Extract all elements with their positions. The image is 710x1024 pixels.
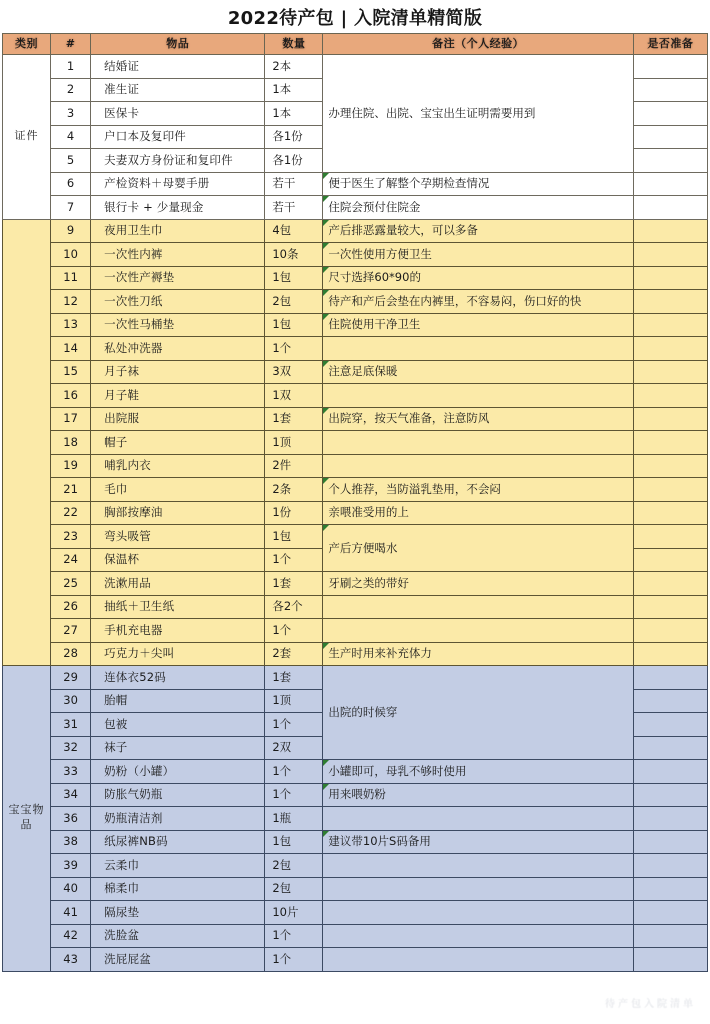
- quantity-cell: 1个: [265, 783, 323, 807]
- table-row: [3, 478, 708, 502]
- remark-cell: [323, 337, 633, 361]
- quantity-cell: 1套: [265, 572, 323, 596]
- item-name-cell: 洗漱用品: [91, 572, 265, 596]
- column-header-prepared: 是否准备: [633, 34, 707, 55]
- prepared-checkbox-cell[interactable]: [633, 172, 707, 196]
- quantity-cell: 1个: [265, 337, 323, 361]
- table-row: [3, 501, 708, 525]
- remark-cell: 住院使用干净卫生: [323, 313, 633, 337]
- row-number-cell: 40: [51, 877, 91, 901]
- item-name-cell: 医保卡: [91, 102, 265, 126]
- remark-cell: [323, 924, 633, 948]
- quantity-cell: 1个: [265, 619, 323, 643]
- quantity-cell: 1个: [265, 548, 323, 572]
- prepared-checkbox-cell[interactable]: [633, 290, 707, 314]
- item-name-cell: 私处冲洗器: [91, 337, 265, 361]
- category-cell-mom: [3, 219, 51, 666]
- row-number-cell: 27: [51, 619, 91, 643]
- prepared-checkbox-cell[interactable]: [633, 595, 707, 619]
- table-row: [3, 948, 708, 972]
- quantity-cell: 2包: [265, 877, 323, 901]
- item-name-cell: 包被: [91, 713, 265, 737]
- row-number-cell: 12: [51, 290, 91, 314]
- item-name-cell: 奶瓶清洁剂: [91, 807, 265, 831]
- row-number-cell: 28: [51, 642, 91, 666]
- row-number-cell: 43: [51, 948, 91, 972]
- prepared-checkbox-cell[interactable]: [633, 501, 707, 525]
- quantity-cell: 2本: [265, 55, 323, 79]
- remark-cell: [323, 431, 633, 455]
- quantity-cell: 若干: [265, 172, 323, 196]
- row-number-cell: 16: [51, 384, 91, 408]
- row-number-cell: 18: [51, 431, 91, 455]
- table-row: [3, 595, 708, 619]
- row-number-cell: 10: [51, 243, 91, 267]
- row-number-cell: 14: [51, 337, 91, 361]
- prepared-checkbox-cell[interactable]: [633, 548, 707, 572]
- quantity-cell: 各1份: [265, 149, 323, 173]
- item-name-cell: 云柔巾: [91, 854, 265, 878]
- prepared-checkbox-cell[interactable]: [633, 807, 707, 831]
- quantity-cell: 1个: [265, 713, 323, 737]
- row-number-cell: 13: [51, 313, 91, 337]
- item-name-cell: 连体衣52码: [91, 666, 265, 690]
- table-row: [3, 360, 708, 384]
- header-row: [3, 34, 708, 55]
- item-name-cell: 一次性马桶垫: [91, 313, 265, 337]
- quantity-cell: 1包: [265, 266, 323, 290]
- remark-cell: 注意足底保暖: [323, 360, 633, 384]
- quantity-cell: 1顶: [265, 431, 323, 455]
- prepared-checkbox-cell[interactable]: [633, 830, 707, 854]
- remark-cell: 生产时用来补充体力: [323, 642, 633, 666]
- row-number-cell: 17: [51, 407, 91, 431]
- quantity-cell: 1本: [265, 78, 323, 102]
- remark-cell: [323, 948, 633, 972]
- checklist-table: [2, 33, 708, 972]
- table-row: [3, 219, 708, 243]
- item-name-cell: 防胀气奶瓶: [91, 783, 265, 807]
- row-number-cell: 33: [51, 760, 91, 784]
- item-name-cell: 夜用卫生巾: [91, 219, 265, 243]
- item-name-cell: 袜子: [91, 736, 265, 760]
- row-number-cell: 1: [51, 55, 91, 79]
- item-name-cell: 洗屁屁盆: [91, 948, 265, 972]
- row-number-cell: 25: [51, 572, 91, 596]
- item-name-cell: 隔尿垫: [91, 901, 265, 925]
- quantity-cell: 1包: [265, 525, 323, 549]
- prepared-checkbox-cell[interactable]: [633, 102, 707, 126]
- remark-cell: 一次性使用方便卫生: [323, 243, 633, 267]
- prepared-checkbox-cell[interactable]: [633, 783, 707, 807]
- prepared-checkbox-cell[interactable]: [633, 384, 707, 408]
- quantity-cell: 2条: [265, 478, 323, 502]
- item-name-cell: 一次性内裤: [91, 243, 265, 267]
- row-number-cell: 26: [51, 595, 91, 619]
- page-title: 2022待产包 | 入院清单精简版: [0, 0, 710, 33]
- remark-cell: [323, 619, 633, 643]
- table-row: [3, 666, 708, 690]
- table-row: [3, 642, 708, 666]
- quantity-cell: 1瓶: [265, 807, 323, 831]
- prepared-checkbox-cell[interactable]: [633, 431, 707, 455]
- column-header-remark: 备注（个人经验）: [323, 34, 633, 55]
- item-name-cell: 结婚证: [91, 55, 265, 79]
- table-row: [3, 407, 708, 431]
- prepared-checkbox-cell[interactable]: [633, 478, 707, 502]
- column-header-qty: 数量: [265, 34, 323, 55]
- table-row: [3, 877, 708, 901]
- remark-cell: [323, 384, 633, 408]
- remark-cell: [323, 595, 633, 619]
- item-name-cell: 胎帽: [91, 689, 265, 713]
- table-row: [3, 924, 708, 948]
- item-name-cell: 弯头吸管: [91, 525, 265, 549]
- row-number-cell: 23: [51, 525, 91, 549]
- item-name-cell: 产检资料＋母婴手册: [91, 172, 265, 196]
- item-name-cell: 帽子: [91, 431, 265, 455]
- remark-cell: 办理住院、出院、宝宝出生证明需要用到: [323, 55, 633, 173]
- item-name-cell: 抽纸＋卫生纸: [91, 595, 265, 619]
- quantity-cell: 3双: [265, 360, 323, 384]
- item-name-cell: 月子袜: [91, 360, 265, 384]
- prepared-checkbox-cell[interactable]: [633, 572, 707, 596]
- table-row: [3, 384, 708, 408]
- quantity-cell: 1套: [265, 407, 323, 431]
- prepared-checkbox-cell[interactable]: [633, 337, 707, 361]
- prepared-checkbox-cell[interactable]: [633, 196, 707, 220]
- remark-cell: [323, 807, 633, 831]
- prepared-checkbox-cell[interactable]: [633, 854, 707, 878]
- prepared-checkbox-cell[interactable]: [633, 901, 707, 925]
- table-row: [3, 290, 708, 314]
- watermark: 待产包入院清单: [605, 999, 696, 1010]
- row-number-cell: 22: [51, 501, 91, 525]
- item-name-cell: 奶粉（小罐）: [91, 760, 265, 784]
- remark-cell: 建议带10片S码备用: [323, 830, 633, 854]
- quantity-cell: 1本: [265, 102, 323, 126]
- quantity-cell: 2双: [265, 736, 323, 760]
- prepared-checkbox-cell[interactable]: [633, 407, 707, 431]
- prepared-checkbox-cell[interactable]: [633, 125, 707, 149]
- prepared-checkbox-cell[interactable]: [633, 525, 707, 549]
- category-cell-baby: 宝宝物品: [3, 666, 51, 972]
- prepared-checkbox-cell[interactable]: [633, 736, 707, 760]
- item-name-cell: 巧克力＋尖叫: [91, 642, 265, 666]
- row-number-cell: 34: [51, 783, 91, 807]
- row-number-cell: 42: [51, 924, 91, 948]
- row-number-cell: 15: [51, 360, 91, 384]
- item-name-cell: 手机充电器: [91, 619, 265, 643]
- table-row: [3, 243, 708, 267]
- row-number-cell: 2: [51, 78, 91, 102]
- quantity-cell: 1个: [265, 760, 323, 784]
- quantity-cell: 1个: [265, 948, 323, 972]
- remark-cell: 出院的时候穿: [323, 666, 633, 760]
- prepared-checkbox-cell[interactable]: [633, 713, 707, 737]
- row-number-cell: 11: [51, 266, 91, 290]
- item-name-cell: 银行卡 + 少量现金: [91, 196, 265, 220]
- item-name-cell: 准生证: [91, 78, 265, 102]
- table-row: [3, 525, 708, 549]
- table-row: [3, 454, 708, 478]
- quantity-cell: 1个: [265, 924, 323, 948]
- row-number-cell: 19: [51, 454, 91, 478]
- table-row: [3, 337, 708, 361]
- table-row: [3, 619, 708, 643]
- row-number-cell: 7: [51, 196, 91, 220]
- quantity-cell: 2件: [265, 454, 323, 478]
- table-row: [3, 431, 708, 455]
- remark-cell: [323, 901, 633, 925]
- table-row: [3, 830, 708, 854]
- row-number-cell: 29: [51, 666, 91, 690]
- row-number-cell: 30: [51, 689, 91, 713]
- category-cell-docs: 证件: [3, 55, 51, 220]
- remark-cell: 牙刷之类的带好: [323, 572, 633, 596]
- remark-cell: [323, 854, 633, 878]
- table-header: [3, 34, 708, 55]
- row-number-cell: 9: [51, 219, 91, 243]
- item-name-cell: 一次性刀纸: [91, 290, 265, 314]
- item-name-cell: 哺乳内衣: [91, 454, 265, 478]
- row-number-cell: 6: [51, 172, 91, 196]
- prepared-checkbox-cell[interactable]: [633, 666, 707, 690]
- table-row: [3, 807, 708, 831]
- prepared-checkbox-cell[interactable]: [633, 266, 707, 290]
- item-name-cell: 一次性产褥垫: [91, 266, 265, 290]
- row-number-cell: 24: [51, 548, 91, 572]
- remark-cell: 尺寸选择60*90的: [323, 266, 633, 290]
- item-name-cell: 夫妻双方身份证和复印件: [91, 149, 265, 173]
- column-header-category: 类别: [3, 34, 51, 55]
- remark-cell: [323, 877, 633, 901]
- quantity-cell: 4包: [265, 219, 323, 243]
- prepared-checkbox-cell[interactable]: [633, 642, 707, 666]
- prepared-checkbox-cell[interactable]: [633, 924, 707, 948]
- prepared-checkbox-cell[interactable]: [633, 454, 707, 478]
- prepared-checkbox-cell[interactable]: [633, 313, 707, 337]
- row-number-cell: 3: [51, 102, 91, 126]
- prepared-checkbox-cell[interactable]: [633, 243, 707, 267]
- table-row: [3, 854, 708, 878]
- quantity-cell: 10片: [265, 901, 323, 925]
- item-name-cell: 月子鞋: [91, 384, 265, 408]
- prepared-checkbox-cell[interactable]: [633, 948, 707, 972]
- row-number-cell: 4: [51, 125, 91, 149]
- item-name-cell: 户口本及复印件: [91, 125, 265, 149]
- remark-cell: [323, 454, 633, 478]
- table-row: [3, 313, 708, 337]
- table-row: [3, 266, 708, 290]
- quantity-cell: 10条: [265, 243, 323, 267]
- item-name-cell: 纸尿裤NB码: [91, 830, 265, 854]
- table-row: [3, 55, 708, 79]
- row-number-cell: 36: [51, 807, 91, 831]
- quantity-cell: 1双: [265, 384, 323, 408]
- remark-cell: 出院穿，按天气准备，注意防风: [323, 407, 633, 431]
- remark-cell: 便于医生了解整个孕期检查情况: [323, 172, 633, 196]
- column-header-item: 物品: [91, 34, 265, 55]
- row-number-cell: 5: [51, 149, 91, 173]
- prepared-checkbox-cell[interactable]: [633, 877, 707, 901]
- table-row: [3, 196, 708, 220]
- quantity-cell: 1包: [265, 830, 323, 854]
- quantity-cell: 若干: [265, 196, 323, 220]
- prepared-checkbox-cell[interactable]: [633, 219, 707, 243]
- prepared-checkbox-cell[interactable]: [633, 619, 707, 643]
- row-number-cell: 39: [51, 854, 91, 878]
- quantity-cell: 各2个: [265, 595, 323, 619]
- row-number-cell: 41: [51, 901, 91, 925]
- item-name-cell: 出院服: [91, 407, 265, 431]
- remark-cell: 小罐即可，母乳不够时使用: [323, 760, 633, 784]
- prepared-checkbox-cell[interactable]: [633, 78, 707, 102]
- quantity-cell: 2套: [265, 642, 323, 666]
- quantity-cell: 1份: [265, 501, 323, 525]
- row-number-cell: 32: [51, 736, 91, 760]
- remark-cell: 用来喂奶粉: [323, 783, 633, 807]
- item-name-cell: 棉柔巾: [91, 877, 265, 901]
- table-row: [3, 572, 708, 596]
- remark-cell: 个人推荐，当防溢乳垫用，不会闷: [323, 478, 633, 502]
- column-header-no: #: [51, 34, 91, 55]
- row-number-cell: 38: [51, 830, 91, 854]
- row-number-cell: 21: [51, 478, 91, 502]
- prepared-checkbox-cell[interactable]: [633, 360, 707, 384]
- prepared-checkbox-cell[interactable]: [633, 149, 707, 173]
- item-name-cell: 毛巾: [91, 478, 265, 502]
- quantity-cell: 2包: [265, 854, 323, 878]
- table-body: [3, 55, 708, 972]
- remark-cell: 产后方便喝水: [323, 525, 633, 572]
- prepared-checkbox-cell[interactable]: [633, 689, 707, 713]
- remark-cell: 待产和产后会垫在内裤里，不容易闷，伤口好的快: [323, 290, 633, 314]
- row-number-cell: 31: [51, 713, 91, 737]
- quantity-cell: 各1份: [265, 125, 323, 149]
- remark-cell: 住院会预付住院金: [323, 196, 633, 220]
- table-row: [3, 783, 708, 807]
- quantity-cell: 1顶: [265, 689, 323, 713]
- item-name-cell: 胸部按摩油: [91, 501, 265, 525]
- prepared-checkbox-cell[interactable]: [633, 760, 707, 784]
- prepared-checkbox-cell[interactable]: [633, 55, 707, 79]
- table-row: [3, 901, 708, 925]
- item-name-cell: 洗脸盆: [91, 924, 265, 948]
- quantity-cell: 1套: [265, 666, 323, 690]
- quantity-cell: 1包: [265, 313, 323, 337]
- table-row: [3, 172, 708, 196]
- table-row: [3, 760, 708, 784]
- quantity-cell: 2包: [265, 290, 323, 314]
- remark-cell: 亲喂准受用的上: [323, 501, 633, 525]
- item-name-cell: 保温杯: [91, 548, 265, 572]
- remark-cell: 产后排恶露量较大，可以多备: [323, 219, 633, 243]
